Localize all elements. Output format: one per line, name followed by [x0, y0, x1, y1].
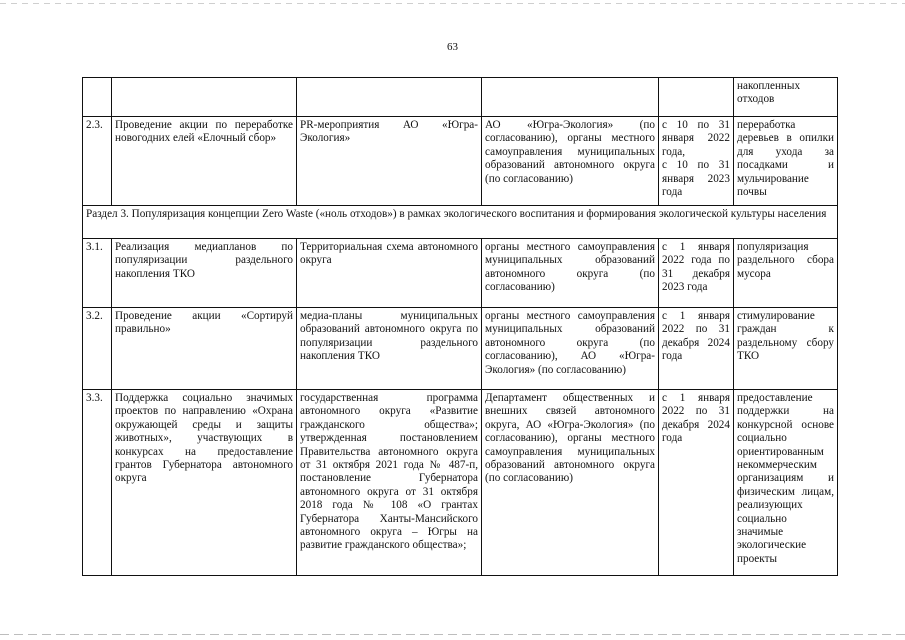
- table-row-3-3: [83, 390, 838, 576]
- mechanism-cell: PR-мероприятия АО «Югра-Экология»: [297, 117, 482, 206]
- row-number: 3.3.: [83, 390, 112, 576]
- section-row-3: [83, 206, 838, 239]
- event-cell: Проведение акции по переработке новогодних елей «Елочный сбор»: [112, 117, 297, 206]
- table-row-3-2: [83, 308, 838, 390]
- result-cell: переработка деревьев в опилки для ухода за посадками и мульчирование почвы: [734, 117, 838, 206]
- event-cell: Реализация медиапланов по популяризации раздельного накопления ТКО: [112, 239, 297, 308]
- scan-edge-bottom: [0, 634, 905, 635]
- term-cell: с 1 января 2022 по 31 декабря 2024 года: [659, 390, 734, 576]
- row-number: 3.1.: [83, 239, 112, 308]
- responsible-cell: АО «Югра-Экология» (по согласованию), органы местного самоуправления муниципальных образований автономного округа (по согласованию): [482, 117, 659, 206]
- term-cell: [659, 78, 734, 117]
- result-cell: стимулирование граждан к раздельному сбору ТКО: [734, 308, 838, 390]
- mechanism-cell: государственная программа автономного округа «Развитие гражданского общества»; утвержденная постановлением Правительства автономного округа от 31 октября 2021 года № 487-п, постановление Губернатора автономного округа от 31 октября 2018 года № 108 «О грантах Губернатора Ханты-Мансийского автономного округа – Югры на развитие гражданского общества»;: [297, 390, 482, 576]
- section-heading: Раздел 3. Популяризация концепции Zero Waste («ноль отходов») в рамках экологического воспитания и формирования экологической культуры населения: [83, 206, 838, 239]
- row-number: 3.2.: [83, 308, 112, 390]
- term-cell: с 1 января 2022 года по 31 декабря 2023 года: [659, 239, 734, 308]
- result-text: накопленных отходов: [737, 80, 801, 106]
- measures-table: [82, 77, 838, 576]
- event-cell: Поддержка социально значимых проектов по направлению «Охрана окружающей среды и защиты животных», участвующих в конкурсах на предоставление грантов Губернатора автономного округа: [112, 390, 297, 576]
- responsible-cell: [482, 78, 659, 117]
- result-cell: [734, 78, 838, 117]
- mechanism-cell: Территориальная схема автономного округа: [297, 239, 482, 308]
- row-number: 2.3.: [83, 117, 112, 206]
- table-row-3-1: [83, 239, 838, 308]
- term-cell: [659, 117, 734, 206]
- table-row-continuation: [83, 78, 838, 117]
- row-number: [83, 78, 112, 117]
- responsible-cell: органы местного самоуправления муниципальных образований автономного округа (по согласованию), АО «Югра-Экология» (по согласованию): [482, 308, 659, 390]
- term-cell: с 1 января 2022 по 31 декабря 2024 года: [659, 308, 734, 390]
- page-number: 63: [447, 41, 458, 53]
- mechanism-cell: [297, 78, 482, 117]
- scan-edge-top: [0, 3, 905, 4]
- event-cell: Проведение акции «Сортируй правильно»: [112, 308, 297, 390]
- responsible-cell: органы местного самоуправления муниципальных образований автономного округа (по согласованию): [482, 239, 659, 308]
- event-cell: [112, 78, 297, 117]
- term-text: с 10 по 31 января 2022 года, с 10 по 31 января 2023 года: [662, 119, 730, 199]
- result-cell: предоставление поддержки на конкурсной основе социально ориентированным некоммерческим организациям и физическим лицам, реализующих социально значимые экологические проекты: [734, 390, 838, 576]
- result-cell: популяризация раздельного сбора мусора: [734, 239, 838, 308]
- responsible-cell: Департамент общественных и внешних связей автономного округа, АО «Югра-Экология» (по согласованию), органы местного самоуправления муниципальных образований автономного округа (по согласованию): [482, 390, 659, 576]
- table-row-2-3: [83, 117, 838, 206]
- mechanism-cell: медиа-планы муниципальных образований автономного округа по популяризации раздельного накопления ТКО: [297, 308, 482, 390]
